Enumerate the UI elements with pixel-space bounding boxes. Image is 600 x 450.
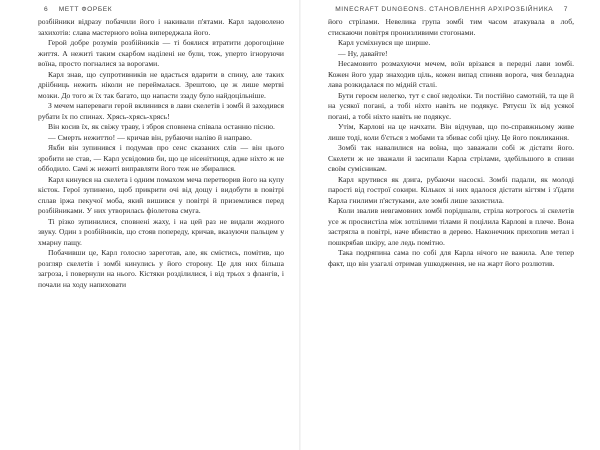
paragraph: Карл кинувся на скелета і одним помахом меча перетворив його на купу кісток. Герої зупинено, щоб прикрити очі від дощу і видобути в повітрі сплав іржа пекучої моба, який вишився у повітрі й приземлився перед розбійниками. У них утворилась фіолетова смуга. bbox=[38, 174, 284, 215]
paragraph: Бути героєм нелегко, тут є свої недоліки. Ти постійно самотній, та ще й на усякої погані, а тобі ніхто навіть не подякує. Рятуєш їх від усякої погані, а тобі ніхто навіть не подякує. bbox=[328, 90, 574, 121]
paragraph: Карл усміхнувся ще ширше. bbox=[338, 38, 431, 47]
paragraph: його стрілами. Невелика група зомбі тим часом атакувала в лоб, стискаючи повітря пронизливими стогонами. bbox=[328, 17, 574, 37]
paragraph: Утім, Карлові на це начхати. Він відчував, що по-справжньому живе лише тоді, коли б'ється з мобами та збиває собі ціну. Це його покликання. bbox=[328, 122, 574, 142]
paragraph: Така подряпина сама по собі для Карла нічого не важила. Але тепер факт, що він узагалі отримав ушкодження, не на жарт його розлютив. bbox=[328, 248, 574, 268]
right-page-body bbox=[328, 17, 574, 269]
left-page-body bbox=[38, 17, 284, 290]
paragraph: Якби він зупинився і подумав про сенс сказаних слів — він цього зробити не став, — Карл усвідомив би, що це нісенітниця, адже ніхто ж не оббодило. Самі ж нежиті виправляти його теж не збиралися. bbox=[38, 143, 284, 173]
paragraph: розбійники відразу побачили його і накивали п'ятами. Карл задоволено захихотів: слава мастерного воїна випереджала його. bbox=[38, 17, 284, 37]
left-running-head: МЕТТ ФОРБЕК bbox=[58, 6, 113, 13]
left-running-header bbox=[36, 6, 112, 13]
paragraph: Він косив їх, як свіжу траву, і зброя сповнена співала останню пісню. bbox=[48, 122, 275, 131]
paragraph: Карл крутився як дзига, рубаючи насоскі. Зомбі падали, як молоді парості від гострої сокири. Кількох зі них вдалося дістати кігтям і з'їдати Карла гнилими п'ястуками, але зомбі лише захистила. bbox=[328, 174, 574, 205]
right-running-header bbox=[335, 6, 576, 13]
right-page bbox=[300, 0, 600, 450]
right-running-head: MINECRAFT DUNGEONS. СТАНОВЛЕННЯ АРХІРОЗБІЙНИКА bbox=[335, 6, 554, 13]
paragraph: Коли звалив невгамовних зомбі порідшали, стріла котрогось зі скелетів усе ж просвистіла між зотлілими тілами й поцілила Карлові в плече. Вона застрягла в повітрі, наче вбивство в дерево. Наконечник прихопив метал і пошкрябав шкіру, але ледь помітно. bbox=[328, 206, 574, 247]
paragraph: — Ну, давайте! bbox=[338, 48, 388, 58]
paragraph: — Смерть нежиттю! — кричав він, рубаючи наліво й направо. bbox=[48, 132, 252, 142]
paragraph: Ті різко зупинилися, сповнені жаху, і на цей раз не видали жодного звуку. Один з розбійників, що стояв попереду, кричав, вказуючи пальцем у хмарну пащу. bbox=[38, 216, 284, 247]
paragraph: Карл знав, що супротивників не вдасться вдарити в спину, але таких дріібниць нежить ніколи не переймалася. Зрештою, це ж лише мертві мозки. До того ж їх так багато, що напасти ззаду було найдоцільніше. bbox=[38, 69, 284, 100]
paragraph: Несамовито розмахуючи мечем, воїн врізався в передні лави зомбі. Кожен його удар знаходив ціль, кожен випад спиняв ворога, чия безладна лава розкидалася по мідній сталі. bbox=[328, 59, 574, 89]
paragraph: Побачивши це, Карл голосно зареготав, але, як смієтись, помітив, що розгляр скелетів і зомбі кинулись у його сторону. Це для них більша загроза, і повернули на нього. Кістяки розділилися, і від трьох з флангів, і почали на ходу напиховати bbox=[38, 248, 284, 289]
paragraph: Герой добре розумів розбійників — ті боялися втратити дорогоцінне життя. А нежиті таким скарбом наділені не були, тож, уперто ігноруючи воїна, просто погналися за ворогами. bbox=[38, 38, 284, 68]
paragraph: Зомбі так навалилися на воїна, що заважали собі ж дістати його. Скелети ж не зважали й засипали Карла стрілами, здебільшого в спини своїм сумісникам. bbox=[328, 143, 574, 173]
paragraph: З мечем напереваги герой вклинився в лави скелетів і зомбі й заходився рубати їх по спинах. Хрясь-хрясь-хрясь! bbox=[38, 101, 284, 121]
left-page-number: 6 bbox=[44, 6, 49, 13]
right-page-number: 7 bbox=[563, 6, 568, 13]
